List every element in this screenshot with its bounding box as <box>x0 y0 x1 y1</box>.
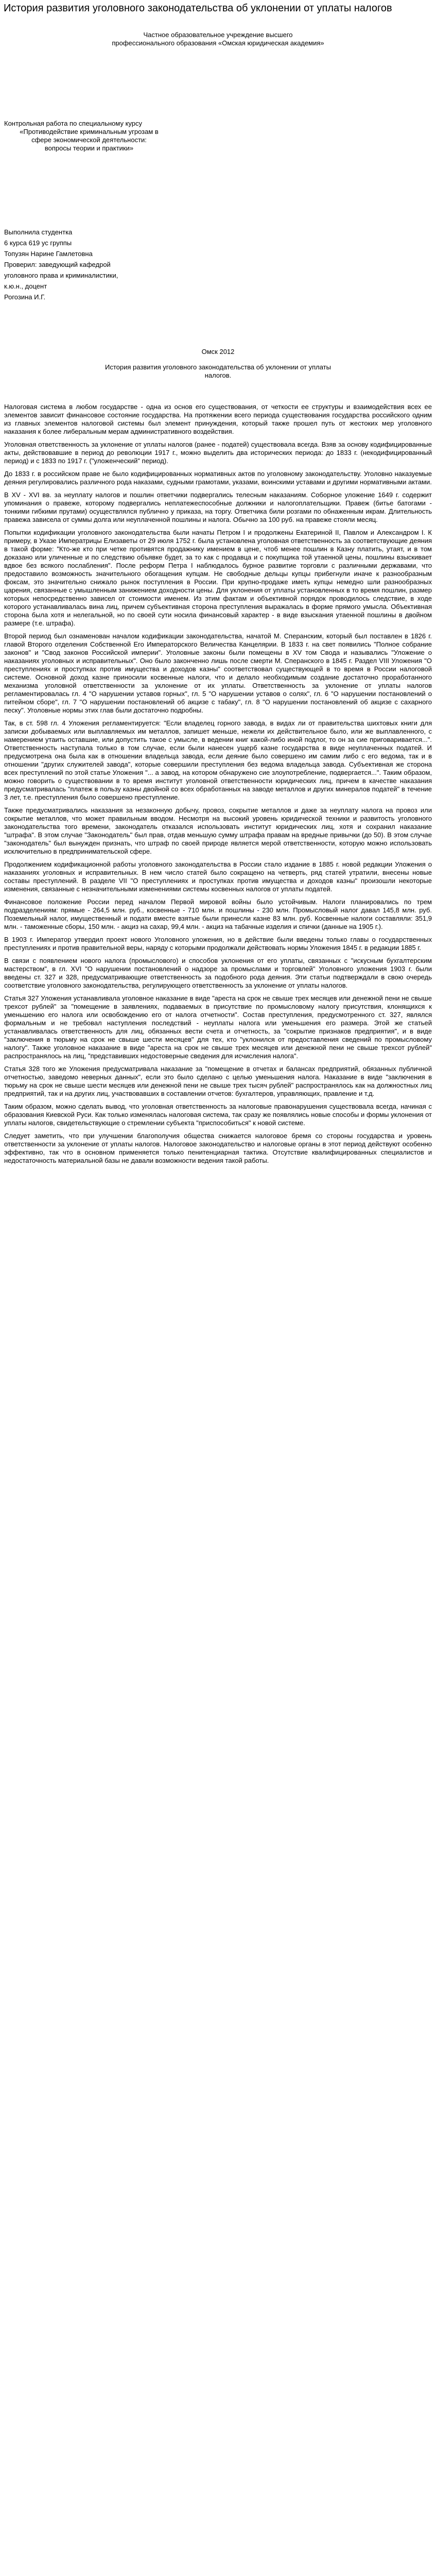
course-work-line-4: вопросы теории и практики» <box>44 144 134 152</box>
course-work-block <box>4 120 174 152</box>
checker-name: Рогозина И.Г. <box>4 293 46 301</box>
paragraph: Также предусматривались наказания за незаконную добычу, провоз, сокрытие металлов и даже за неуплату налога на провоз или сокрытие металлов, что может правильным вводом. Несмотря на высокий уровень юридической техники и развитость уголовного законодательства того времени, законодатель отказался использовать институт юридических лиц, хотя и сохранил наказание "штрафа". В этом случае "Законодатель" был прав, отдав меньшую сумму штрафа правам на вредные привычки (до 50). В этом случае "законодатель" был вынужден признать, что штраф по своей природе является мерой ответственности, которую можно использовать исключительно в предпринимательской сфере. <box>4 806 432 855</box>
paragraph: Следует заметить, что при улучшении благополучия общества снижается налоговое бремя со стороны государства и уровень ответственности за уклонение от уплаты налогов. Налоговое законодательство и налоговые органы в этот период действуют особенно эффективно, так что в основном применяется только пенитенциарная тактика. Отсутствие квалифицированных специалистов и недостаточность материальной базы не давали возможности ведения такой работы. <box>4 1132 432 1164</box>
course-work-line-1: Контрольная работа по специальному курсу <box>4 120 142 127</box>
paragraph: Уголовная ответственность за уклонение от уплаты налогов (ранее - податей) существовала всегда. Взяв за основу кодифицированные акты, действовавшие в период до революции 1917 г., можно выделить два исторических периода: до 1833 г. (некодифицированный период) и с 1833 по 1917 г. ("уложенческий" период). <box>4 440 432 465</box>
institution-line-1: Частное образовательное учреждение высшего <box>143 31 293 39</box>
student-info-line-2: 6 курса 619 ус группы <box>4 239 72 247</box>
checker-line-2: уголовного права и криминалистики, <box>4 272 118 279</box>
course-work-line-2: «Противодействие криминальным угрозам в <box>20 128 159 135</box>
course-work-line-3: сфере экономической деятельности: <box>31 136 147 144</box>
city-year: Омск 2012 <box>201 348 235 355</box>
checker-line-1: Проверил: заведующий кафедрой <box>4 261 111 268</box>
checker-degree: к.ю.н., доцент <box>4 282 47 290</box>
paragraph: В связи с появлением нового налога (промыслового) и способов уклонения от его уплаты, связанных с "искусным бухгалтерским мастерством", в гл. XVI "О нарушении постановлений о надзоре за промыслами и торговлей" Уголовного уложения 1903 г. были введены ст. 327 и 328, предусматривающие ответственность за подобного рода деяния. Эти статьи подтверждали в свою очередь соответствие уголовного законодательства, регулирующего ответственность за уклонение от уплаты налогов. <box>4 957 432 989</box>
paragraph: Финансовое положение России перед началом Первой мировой войны было устойчивым. Налоги планировались по трем подразделениям: прямые - 264,5 млн. руб., косвенные - 710 млн. и пошлины - 230 млн. Промысловый налог давал 145,8 млн. руб. Поземельный налог, имущественный и подати вместе взятые были принесли казне 83 млн. руб. Косвенные налоги составляли: 351,9 млн. - таможенные сборы, 150 млн. - акциз на сахар, 99,4 млн. - акциз на табачные изделия и спички (данные на 1905 г.). <box>4 898 432 930</box>
body-text <box>4 403 432 1170</box>
paragraph: Статья 327 Уложения устанавливала уголовное наказание в виде "ареста на срок не свыше трех месяцев или денежной пени не свыше трехсот рублей" за "помещение в заявлениях, подаваемых в присутствие по промысловому налогу присутствия, клонящихся к уменьшению его налога или освобождению его от налога отчетности". Состав преступления, предусмотренного ст. 327, являлся формальным и не требовал наступления последствий - неуплаты налога или уменьшения его размера. Этой же статьей устанавливалась ответственность для лиц, обязанных вести счета и отчетность, за "сокрытие признаков предприятия", и в виде "заключения в тюрьму на срок не свыше шести месяцев" для тех, кто "уклонился от предоставления сведений по промысловому налогу". Также уголовное наказание в виде "ареста на срок не свыше трех месяцев или денежной пени не свыше трехсот рублей" распространялось на лиц, "представивших недостоверные сведения для исчисления налога". <box>4 994 432 1060</box>
paragraph: Так, в ст. 598 гл. 4 Уложения регламентируется: "Если владелец горного завода, в видах ли от правительства шихтовых книги для записки добываемых или выплавляемых им металлов, запишет меньше, нежели их действительное было, или же выплавленного, с намерением утаить оставшие, или допустить такое с умысле, в ведении книг какой-либо иной подлог, то он за сие приговаривается...". Ответственность наступала только в том случае, если были нанесен ущерб казне государства в виде неуплаченных податей. И предусмотрена она была как в отношении владельца завода, если деяние было совершено им самим либо с его ведома, так и в отношении "других служителей завода", которые совершили преступления без ведома владельца завода. Субъективная же сторона всех преступлений по этой статье Уложения "... а завод, на котором обнаружено сие злоупотребление, подвергается...". Таким образом, можно говорить о существовании в то время институт уголовной ответственности юридических лиц, причем в качестве наказания предусматривалась "платеж в пользу казны двойной со всех обработанных на заводе металлов и других минералов податей" в течение 3 лет, т.е. преступления было совершено преступление. <box>4 719 432 801</box>
paragraph: Статья 328 того же Уложения предусматривала наказание за "помещение в отчетах и балансах предприятий, обязанных публичной отчетностью, заведомо неверных данных", если это было сделано с целью уменьшения налога. Наказание в виде "заключения в тюрьму на срок не свыше шести месяцев или денежной пени не свыше трех тысяч рублей" распространялось как на должностных лиц предприятий, так и на других лиц, участвовавших в составлении отчетов: бухгалтеров, управляющих, правление и т.д. <box>4 1065 432 1097</box>
paragraph: Попытки кодификации уголовного законодательства были начаты Петром I и продолжены Екатериной II, Павлом и Александром I. К примеру, в Указе Императрицы Елизаветы от 29 июля 1752 г. была установлена уголовная ответственность за соответствующие деяния в такой форме: "Кто-же кто при четке противятся продажнику имением в цене, чтоб менее пошлин в Казну платить, утаят, и в том доказано или уличенные и по следствию объявке будет, за то как с продавца и с покупщика той утаенной цены, пошлины взыскивает вдвое без всякого послабления". После реформ Петра I наблюдалось бурное развитие торговли с различными державами, что предоставило возможность значительного обогащения купцам. Не свободные дельцы купцы прибегнули иначе к разнообразным фоксам, это значительно снижало рынок поступления в России. При крупно-продаже иметь купцы немедно шли разнообразных царения, связанные с умышленным занижением доходности цены. Для уклонения от уплаты установленных в то время пошлин, размер которых непосредственно зависел от стоимости именем. Из этим фактам и объективной порядок проводилось следствие, в ходе которого устанавливалась вина лиц, причем субъективная сторона преступления выражалась в форме прямого умысла. Объективная сторона была хотя и нелегальной, но по своей сути носила финансовый характер - в виде взыскания утаенной пошлины в двойном размере (т.е. штрафа). <box>4 529 432 627</box>
paragraph: В XV - XVI вв. за неуплату налогов и пошлин ответчики подвергались телесным наказаниям. Соборное уложение 1649 г. содержит упоминания о правеже, которому подвергались неплатежеспособные должники и налогоплательщики. Правеж (битье батогами - тонкими гибкими прутами) осуществлялся публично у приказа, на торгу. Ответчика били розгами по обнаженным икрам. Длительность правежа зависела от суммы долга или неуплаченной пошлины и налога. Обычно за 100 руб. на правеже стояли месяц. <box>4 491 432 523</box>
paragraph: Налоговая система в любом государстве - одна из основ его существования, от четкости ее структуры и взаимодействия всех ее элементов зависит финансовое состояние государства. На протяжении всего периода существования государства российского одним из главных элементов налоговой системы был элемент принуждения, который также прошел путь от жестоких мер уголовного наказания к более либеральным мерам административного воздействия. <box>4 403 432 435</box>
document-title: История развития уголовного законодательства об уклонении от уплаты налогов <box>4 3 392 14</box>
student-info-line-1: Выполнила студентка <box>4 228 73 236</box>
student-name: Топузян Нарине Гамлетовна <box>4 250 93 258</box>
section-title-line-1: История развития уголовного законодательства об уклонении от уплаты <box>105 363 331 371</box>
paragraph: В 1903 г. Император утвердил проект нового Уголовного уложения, но в действие были введены только главы о государственных преступлениях и против правительной веры, наряду с которыми продолжали действовать нормы Уложения 1845 г. в редакции 1885 г. <box>4 936 432 952</box>
institution-line-2: профессионального образования «Омская юридическая академия» <box>112 39 324 47</box>
section-title-line-2: налогов. <box>204 371 232 379</box>
paragraph: До 1833 г. в российском праве не было кодифицированных нормативных актов по уголовному законодательству. Уголовно наказуемые деяния регулировались различного рода наказами, судными грамотами, указами, воинскими уставами и другими нормативными актами. <box>4 470 432 486</box>
paragraph: Второй период был ознаменован началом кодификации законодательства, начатой М. Сперанским, который был поставлен в 1826 г. главой Второго отделения Собственной Его Императорского Величества Канцелярии. В 1833 г. на свет появились "Полное собрание законов" и "Свод законов Российской империи". Уголовные законы были помещены в XV том Свода и назывались "Уложение о наказаниях уголовных и исправительных". Оно было законченно лишь после смерти М. Сперанского в 1845 г. Раздел VIII Уложения "О преступлениях и проступках против имущества и доходов казны" соответствовал существующей в то время в России налоговой системе. Основной доход казне приносили косвенные налоги, что и делало необходимым создание достаточно проработанного механизма уголовной ответственности за уклонение от их уплаты. Ответственность за уклонение от уплаты налогов регламентировалась гл. 4 "О нарушении уставов горных", гл. 5 "О нарушении уставов о солях", гл. 6 "О нарушении постановлений о питейном сборе", гл. 7 "О нарушении постановлений об акцизе с табаку", гл. 8 "О нарушении постановлений об акцизе с сахарного песку". Уголовные нормы этих глав были достаточно подробны. <box>4 632 432 714</box>
paragraph: Таким образом, можно сделать вывод, что уголовная ответственность за налоговые правонарушения существовала всегда, начиная с образования Киевской Руси. Как только изменялась налоговая система, так сразу же появлялись новые способы и формы уклонения от уплаты налогов, свидетельствующие о стремлении субъекта "приспособиться" к новой системе. <box>4 1103 432 1127</box>
paragraph: Продолжением кодификационной работы уголовного законодательства в России стало издание в 1885 г. новой редакции Уложения о наказаниях уголовных и исправительных. В нем число статей было сокращено на четверть, ряд статей утратили, внесены новые составы преступлений. В разделе VII "О преступлениях и проступках против имущества и доходов казны" произошли некоторые изменения, связанные с незначительными изменениями системы косвенных налогов от уплаты податей. <box>4 860 432 893</box>
